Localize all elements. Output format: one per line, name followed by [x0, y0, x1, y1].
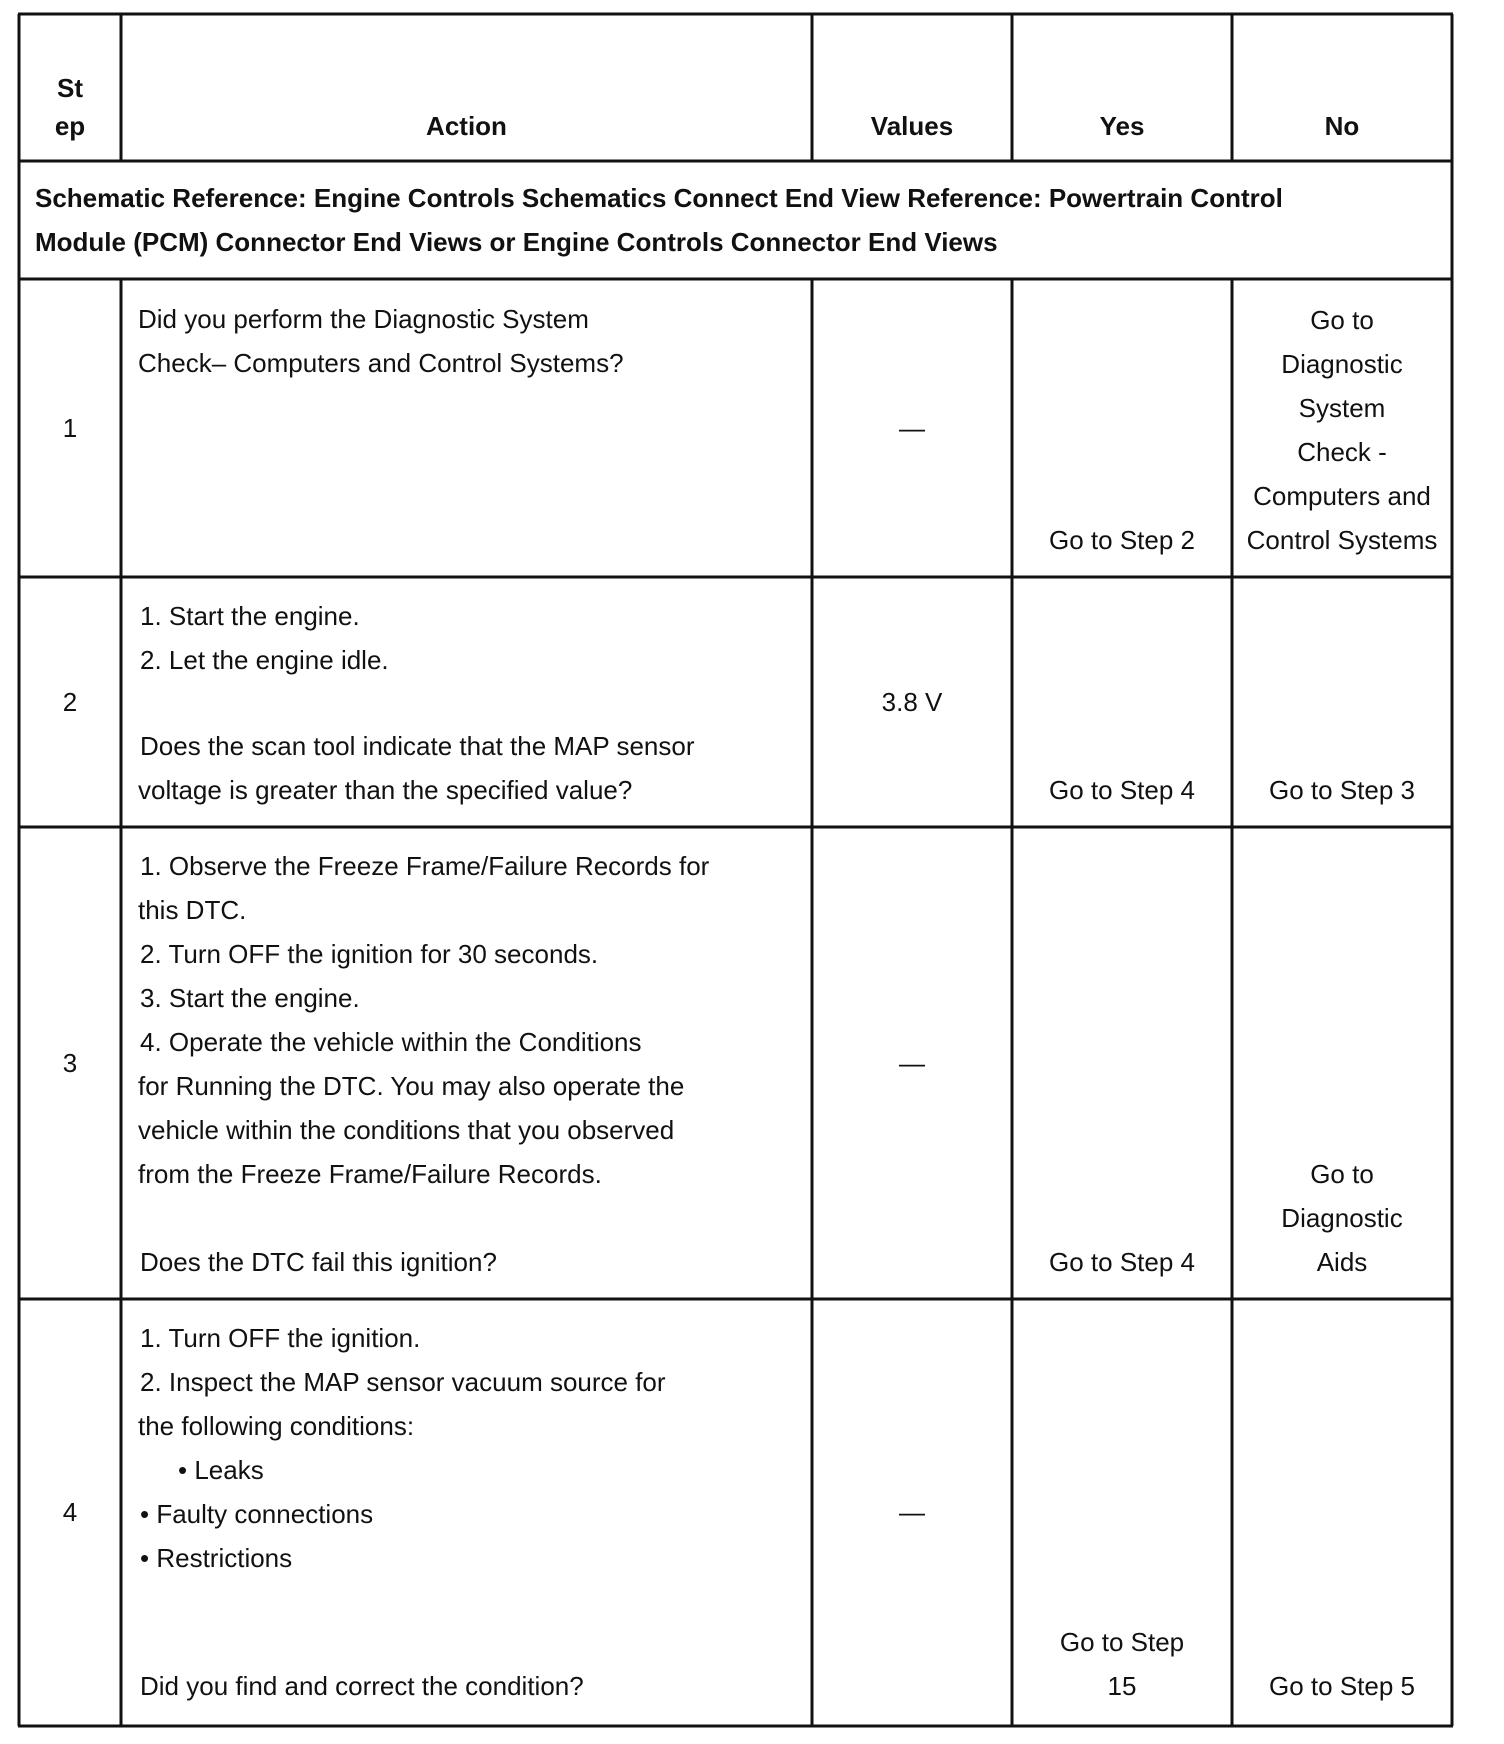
row2-value: 3.8 V [881, 686, 943, 717]
row4-action-line: • Restrictions [140, 1543, 293, 1573]
row4-yes: Go to Step 15 [1059, 1627, 1185, 1701]
row2-step: 2 [62, 686, 78, 717]
row3-action-line: vehicle within the conditions that you observed [138, 1115, 675, 1145]
row3-action-line: 3. Start the engine. [140, 983, 360, 1013]
row1-yes: Go to Step 2 [1049, 525, 1195, 555]
row4-no: Go to Step 5 [1269, 1671, 1415, 1701]
row2-action-line: 2. Let the engine idle. [140, 645, 389, 675]
row3-yes: Go to Step 4 [1049, 1247, 1195, 1277]
row3-action-line: 1. Observe the Freeze Frame/Failure Records for [140, 851, 710, 881]
row3-value: — [899, 1047, 925, 1078]
row2-action-line: Does the scan tool indicate that the MAP sensor [140, 731, 695, 761]
row3-action-line: from the Freeze Frame/Failure Records. [138, 1159, 602, 1189]
row3-action-line: 2. Turn OFF the ignition for 30 seconds. [140, 939, 599, 969]
header-no: No [1324, 111, 1360, 141]
schematic-reference-line2: Module (PCM) Connector End Views or Engine Controls Connector End Views [35, 227, 998, 257]
row4-value: — [899, 1497, 925, 1527]
row1-value: — [899, 412, 925, 443]
header-step-line1: St [57, 73, 83, 103]
header-values: Values [870, 111, 954, 141]
header-action: Action [426, 111, 507, 141]
row2-yes: Go to Step 4 [1049, 775, 1195, 805]
row2-action-line: 1. Start the engine. [140, 601, 360, 631]
row3-step: 3 [62, 1047, 78, 1078]
row3-no: Go to Diagnostic Aids [1281, 1159, 1403, 1277]
row4-action-line: Did you find and correct the condition? [140, 1671, 584, 1701]
row2-action-line: voltage is greater than the specified value? [138, 775, 633, 805]
row1-no: Go to Diagnostic System Check - Computers and Control Systems [1246, 305, 1438, 555]
row4-action-line: 2. Inspect the MAP sensor vacuum source for [140, 1367, 666, 1397]
row4-step: 4 [62, 1497, 78, 1527]
row3-action-line: 4. Operate the vehicle within the Conditions [140, 1027, 642, 1057]
row1-action-line: Check– Computers and Control Systems? [138, 348, 624, 378]
row3-action-line: for Running the DTC. You may also operate the [138, 1071, 685, 1101]
header-step-line2: ep [54, 111, 86, 141]
row3-action-line: Does the DTC fail this ignition? [140, 1247, 497, 1277]
header-yes: Yes [1099, 111, 1145, 141]
row2-no: Go to Step 3 [1269, 775, 1415, 805]
row1-action-line: Did you perform the Diagnostic System [138, 304, 589, 334]
row1-step: 1 [62, 412, 78, 443]
schematic-reference-line1: Schematic Reference: Engine Controls Schematics Connect End View Reference: Powertrain Control [35, 183, 1283, 213]
row4-action-line: • Faulty connections [140, 1499, 374, 1529]
row4-action-line: the following conditions: [138, 1411, 415, 1441]
row4-action-line: • Leaks [178, 1455, 264, 1485]
row3-action-line: this DTC. [138, 895, 247, 925]
row4-action-line: 1. Turn OFF the ignition. [140, 1323, 421, 1353]
